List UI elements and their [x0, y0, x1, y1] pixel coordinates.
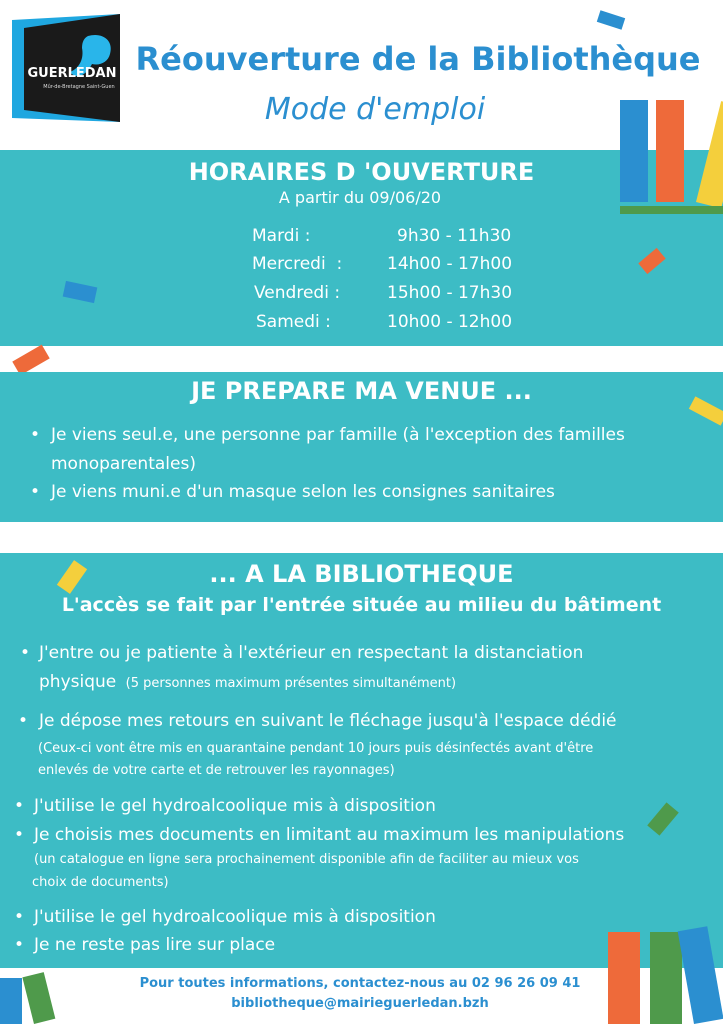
- schedule-day: Mercredi :: [252, 254, 343, 274]
- list-item-note: (Ceux-ci vont être mis en quarantaine pendant 10 jours puis désinfectés avant d'être: [38, 741, 594, 756]
- list-item-note: enlevés de votre carte et de retrouver les rayonnages): [38, 763, 395, 778]
- list-item: [14, 822, 714, 850]
- schedule-time: 10h00 - 12h00: [387, 312, 513, 332]
- list-item-note: choix de documents): [32, 875, 169, 890]
- list-item: [18, 708, 718, 736]
- schedule-time: 15h00 - 17h30: [387, 283, 513, 303]
- bullet-dot: •: [30, 425, 41, 445]
- page-subtitle: Mode d'emploi: [264, 92, 486, 127]
- confetti-orange-left: [12, 345, 49, 376]
- bullet-dot: •: [14, 907, 25, 927]
- list-item: [14, 793, 704, 821]
- bullet-dot: •: [14, 935, 25, 955]
- list-item-text: Je viens seul.e, une personne par famille (à l'exception des familles: [51, 425, 625, 445]
- page-title: Réouverture de la Bibliothèque: [135, 40, 701, 78]
- confetti-blue-top: [597, 10, 625, 29]
- list-item-text: Je ne reste pas lire sur place: [34, 935, 276, 955]
- list-item-text: J'utilise le gel hydroalcoolique mis à disposition: [34, 796, 436, 816]
- list-item-text: J'entre ou je patiente à l'extérieur en respectant la distanciation: [39, 643, 584, 663]
- books-illustration-top: [612, 98, 723, 220]
- schedule-day: Vendredi :: [254, 283, 341, 303]
- bullet-dot: •: [18, 711, 29, 731]
- schedule-time: 9h30 - 11h30: [397, 226, 512, 246]
- list-item-continuation: [39, 669, 699, 696]
- list-item-text: physique: [39, 672, 117, 692]
- books-illustration-bottom-left: [0, 972, 70, 1024]
- library-subheading: L'accès se fait par l'entrée située au milieu du bâtiment: [61, 594, 662, 616]
- list-item-continuation: monoparentales): [51, 454, 196, 474]
- hours-from-date: A partir du 09/06/20: [278, 188, 442, 207]
- list-item: [20, 640, 710, 668]
- list-item: [30, 422, 710, 450]
- list-item-note: (5 personnes maximum présentes simultanément): [125, 676, 457, 691]
- list-item: [30, 479, 710, 507]
- bullet-dot: •: [14, 796, 25, 816]
- bullet-dot: •: [20, 643, 31, 663]
- schedule-day: Mardi :: [252, 226, 311, 246]
- list-item-text: Je viens muni.e d'un masque selon les consignes sanitaires: [51, 482, 555, 502]
- library-heading: ... A LA BIBLIOTHEQUE: [209, 560, 514, 588]
- hours-heading: HORAIRES D 'OUVERTURE: [188, 158, 535, 186]
- list-item-note: (un catalogue en ligne sera prochainement disponible afin de faciliter au mieux vos: [34, 852, 579, 867]
- list-item-text: J'utilise le gel hydroalcoolique mis à disposition: [34, 907, 436, 927]
- prepare-heading: JE PREPARE MA VENUE ...: [191, 377, 532, 405]
- logo: [10, 14, 122, 124]
- list-item-text: Je choisis mes documents en limitant au maximum les manipulations: [34, 825, 625, 845]
- schedule-day: Samedi :: [256, 312, 331, 332]
- footer-email[interactable]: bibliotheque@mairieguerledan.bzh: [231, 996, 489, 1011]
- logo-tagline: Mûr-de-Bretagne Saint-Guen: [43, 84, 115, 90]
- list-item-text: Je dépose mes retours en suivant le fléchage jusqu'à l'espace dédié: [39, 711, 617, 731]
- logo-name: GUERLEDAN: [27, 66, 117, 81]
- footer-contact: Pour toutes informations, contactez-nous au 02 96 26 09 41: [139, 976, 581, 991]
- bullet-dot: •: [30, 482, 41, 502]
- bullet-dot: •: [14, 825, 25, 845]
- schedule-time: 14h00 - 17h00: [387, 254, 513, 274]
